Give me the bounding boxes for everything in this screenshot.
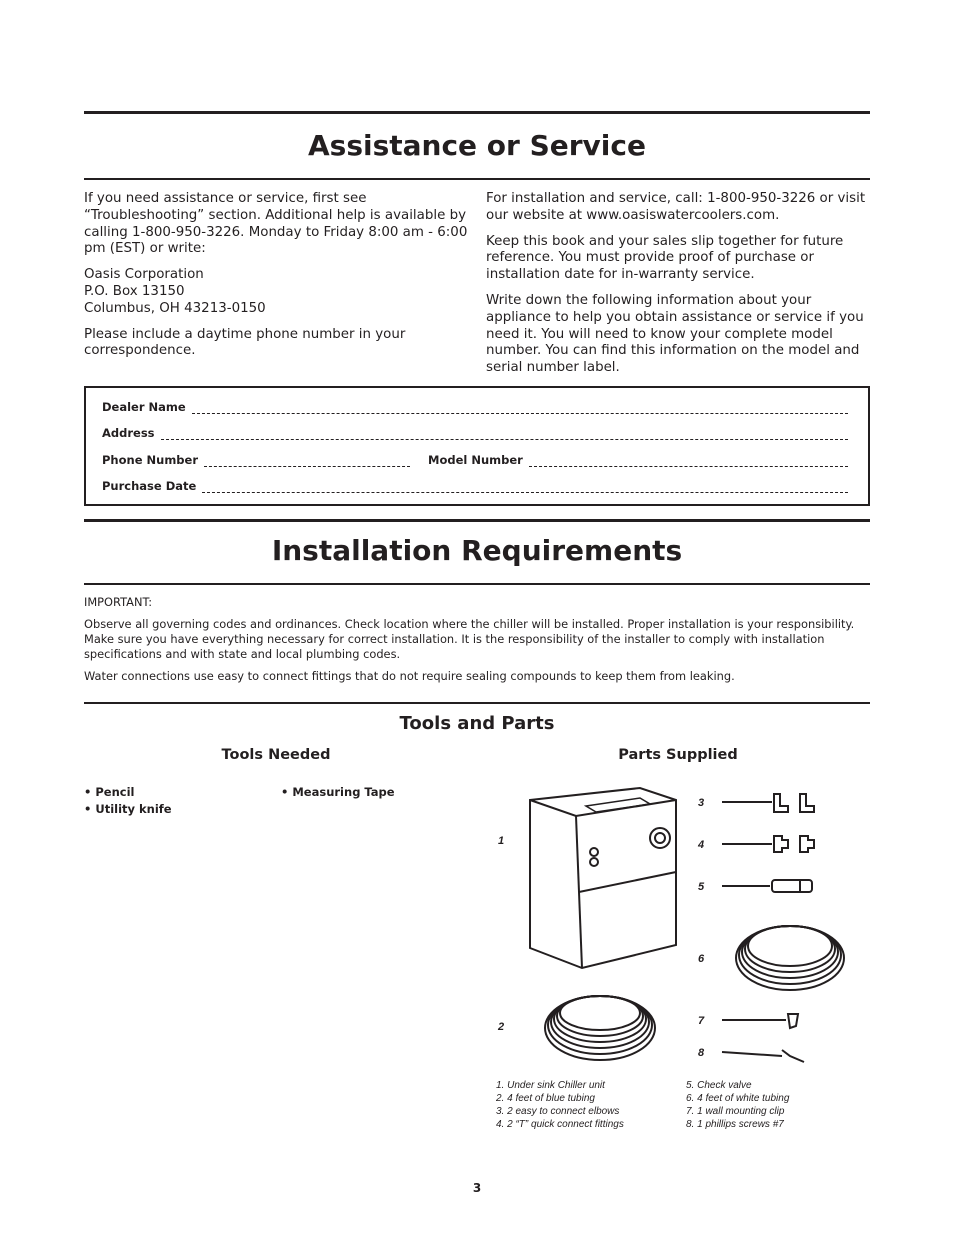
figure-number: 3 <box>698 797 705 809</box>
assistance-left-column <box>84 191 468 369</box>
important-label: IMPORTANT: <box>84 595 153 609</box>
codes-paragraph: Observe all governing codes and ordinances. Check location where the chiller will be installed. Proper installation is your responsibility. Make sure you have everything necessary for correct installation. It is the responsibility of the installer to comply with installation specifications and with state and local plumbing codes. <box>84 617 855 661</box>
water-connections-paragraph: Water connections use easy to connect fittings that do not require sealing compounds to keep them from leaking. <box>84 669 735 683</box>
address-line: Columbus, OH 43213-0150 <box>84 300 266 316</box>
assistance-intro: If you need assistance or service, first see “Troubleshooting” section. Additional help is available by calling 1-800-950-3226. Monday to Friday 8:00 am - 6:00 pm (EST) or write: <box>84 191 468 257</box>
figure-number: 5 <box>698 881 705 893</box>
address-row <box>102 426 848 440</box>
tools-col-2 <box>281 784 395 801</box>
installation-title: Installation Requirements <box>271 534 683 567</box>
purchase-date-label: Purchase Date <box>102 479 197 493</box>
phone-number-field[interactable] <box>204 456 410 467</box>
legend-item: 1. Under sink Chiller unit <box>496 1080 605 1091</box>
mailing-address <box>84 267 468 317</box>
phone-number-label: Phone Number <box>102 453 199 467</box>
legend-item: 5. Check valve <box>686 1080 752 1091</box>
chiller-unit-drawing <box>530 788 676 968</box>
legend-item: 6. 4 feet of white tubing <box>686 1093 790 1104</box>
page-number: 3 <box>472 1181 482 1195</box>
figure-number: 1 <box>498 835 505 847</box>
legend-item: 3. 2 easy to connect elbows <box>496 1106 620 1117</box>
legend-item: 7. 1 wall mounting clip <box>686 1106 785 1117</box>
installation-text <box>84 595 870 691</box>
model-number-label: Model Number <box>428 453 523 467</box>
installation-title-rule <box>84 583 870 585</box>
tools-parts-title: Tools and Parts <box>399 713 555 734</box>
figure-number: 6 <box>698 953 705 965</box>
tools-needed-title: Tools Needed <box>221 747 331 763</box>
blue-tubing-coil-drawing <box>545 996 655 1060</box>
parts-supplied-title: Parts Supplied <box>618 747 738 763</box>
tools-top-rule <box>84 702 870 704</box>
figure-number: 4 <box>698 839 705 851</box>
service-call-text: For installation and service, call: 1-800-950-3226 or visit our website at www.oasiswatercoolers.com. <box>486 191 866 223</box>
dealer-name-field[interactable] <box>192 403 848 414</box>
write-down-text: Write down the following information about your appliance to help you obtain assistance or service if you need it. You will need to know your complete model number. You can find this information on the model and serial number label. <box>486 292 864 376</box>
daytime-phone-note: Please include a daytime phone number in your correspondence. <box>84 326 406 359</box>
screw-drawing <box>722 1050 804 1062</box>
address-field[interactable] <box>161 429 848 440</box>
dealer-name-row <box>102 400 848 414</box>
address-label: Address <box>102 426 155 440</box>
dealer-name-label: Dealer Name <box>102 400 186 414</box>
parts-legend-col-2 <box>686 1079 789 1131</box>
t-fittings-drawing <box>722 836 814 852</box>
top-rule <box>84 111 870 114</box>
purchase-date-field[interactable] <box>202 482 848 493</box>
elbows-drawing <box>722 794 814 812</box>
phone-model-row <box>102 453 848 467</box>
model-number-field[interactable] <box>529 456 848 467</box>
figure-number: 8 <box>698 1047 705 1059</box>
dealer-info-form <box>84 386 870 506</box>
legend-item: 4. 2 “T” quick connect fittings <box>496 1119 624 1130</box>
address-line: Oasis Corporation <box>84 267 204 283</box>
list-item: • Pencil <box>84 785 135 799</box>
purchase-date-row <box>102 479 848 493</box>
figure-number: 2 <box>498 1021 505 1033</box>
check-valve-drawing <box>722 880 812 892</box>
keep-book-text: Keep this book and your sales slip together for future reference. You must provide proof of purchase or installation date for in-warranty service. <box>486 233 844 283</box>
list-item: • Utility knife <box>84 802 172 816</box>
figure-number: 7 <box>698 1015 705 1027</box>
mounting-clip-drawing <box>722 1014 798 1028</box>
list-item: • Measuring Tape <box>281 785 395 799</box>
installation-top-rule <box>84 519 870 522</box>
legend-item: 2. 4 feet of blue tubing <box>496 1093 595 1104</box>
tools-col-1 <box>84 784 172 818</box>
parts-illustration <box>490 780 870 1075</box>
address-line: P.O. Box 13150 <box>84 283 185 299</box>
white-tubing-coil-drawing <box>736 926 844 990</box>
assistance-right-column <box>486 191 870 386</box>
legend-item: 8. 1 phillips screws #7 <box>686 1119 784 1130</box>
assistance-title-rule <box>84 178 870 180</box>
assistance-title: Assistance or Service <box>307 129 646 162</box>
parts-legend-col-1 <box>496 1079 624 1131</box>
